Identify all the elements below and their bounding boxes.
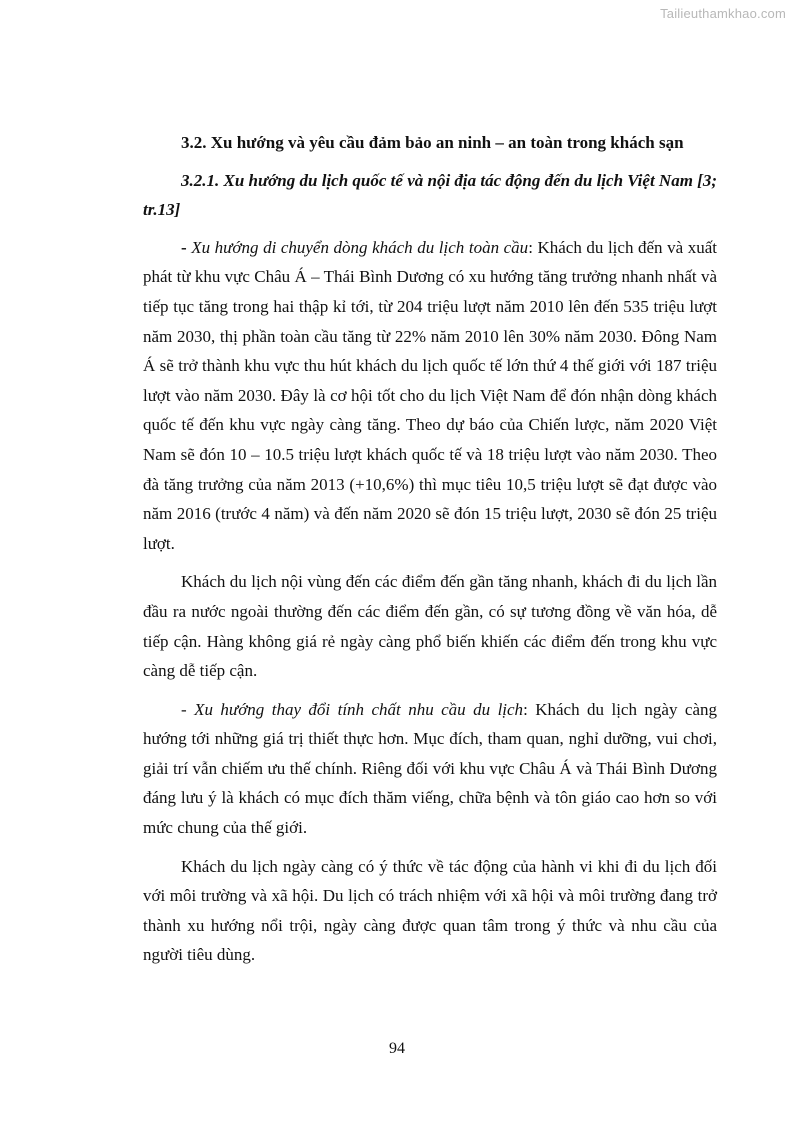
paragraph-1-prefix: - — [181, 237, 192, 257]
paragraph-1-body: : Khách du lịch đến và xuất phát từ khu vực Châu Á – Thái Bình Dương có xu hướng tăng trưởng nhanh nhất và tiếp tục tăng trong hai thập kỉ tới, từ 204 triệu lượt năm 2010 lên đến 535 triệu lượt năm 2030, thị phần toàn cầu tăng từ 22% năm 2010 lên 30% năm 2030. Đông Nam Á sẽ trở thành khu vực thu hút khách du lịch quốc tế lớn thứ 4 thế giới với 187 triệu lượt vào năm 2030. Đây là cơ hội tốt cho du lịch Việt Nam để đón nhận dòng khách quốc tế đến khu vực ngày càng tăng. Theo dự báo của Chiến lược, năm 2020 Việt Nam sẽ đón 10 – 10.5 triệu lượt khách quốc tế và 18 triệu lượt vào năm 2030. Theo đà tăng trưởng của năm 2013 (+10,6%) thì mục tiêu 10,5 triệu lượt sẽ đạt được vào năm 2016 (trước 4 năm) và đến năm 2020 sẽ đón 15 triệu lượt, 2030 sẽ đón 25 triệu lượt. — [143, 237, 717, 553]
subsection-heading: 3.2.1. Xu hướng du lịch quốc tế và nội địa tác động đến du lịch Việt Nam [3; tr.13] — [143, 170, 717, 220]
paragraph-2: Khách du lịch nội vùng đến các điểm đến gần tăng nhanh, khách đi du lịch lần đầu ra nước ngoài thường đến các điểm đến gần, có sự tương đồng về văn hóa, dễ tiếp cận. Hàng không giá rẻ ngày càng phổ biến khiến các điểm đến trong khu vực càng dễ tiếp cận. — [143, 572, 717, 681]
document-body — [143, 128, 717, 979]
paragraph-3-body: : Khách du lịch ngày càng hướng tới những giá trị thiết thực hơn. Mục đích, tham quan, nghỉ dưỡng, vui chơi, giải trí vẫn chiếm ưu thế chính. Riêng đối với khu vực Châu Á và Thái Bình Dương đáng lưu ý là khách có mục đích thăm viếng, chữa bệnh và tôn giáo cao hơn so với mức chung của thế giới. — [143, 699, 717, 838]
paragraph-3-prefix: - — [181, 699, 195, 719]
paragraph-4: Khách du lịch ngày càng có ý thức về tác động của hành vi khi đi du lịch đối với môi trường và xã hội. Du lịch có trách nhiệm với xã hội và môi trường đang trở thành xu hướng nổi trội, ngày càng được quan tâm trong ý thức và nhu cầu của người tiêu dùng. — [143, 856, 717, 965]
watermark: Tailieuthamkhao.com — [660, 6, 786, 21]
paragraph-1-lead: Xu hướng di chuyển dòng khách du lịch toàn cầu — [191, 237, 529, 257]
page-number: 94 — [389, 1040, 405, 1057]
paragraph-3 — [143, 695, 717, 843]
paragraph-3-lead: Xu hướng thay đổi tính chất nhu cầu du lịch — [194, 699, 524, 719]
paragraph-1 — [143, 233, 717, 559]
section-heading: 3.2. Xu hướng và yêu cầu đảm bảo an ninh – an toàn trong khách sạn — [181, 133, 684, 152]
